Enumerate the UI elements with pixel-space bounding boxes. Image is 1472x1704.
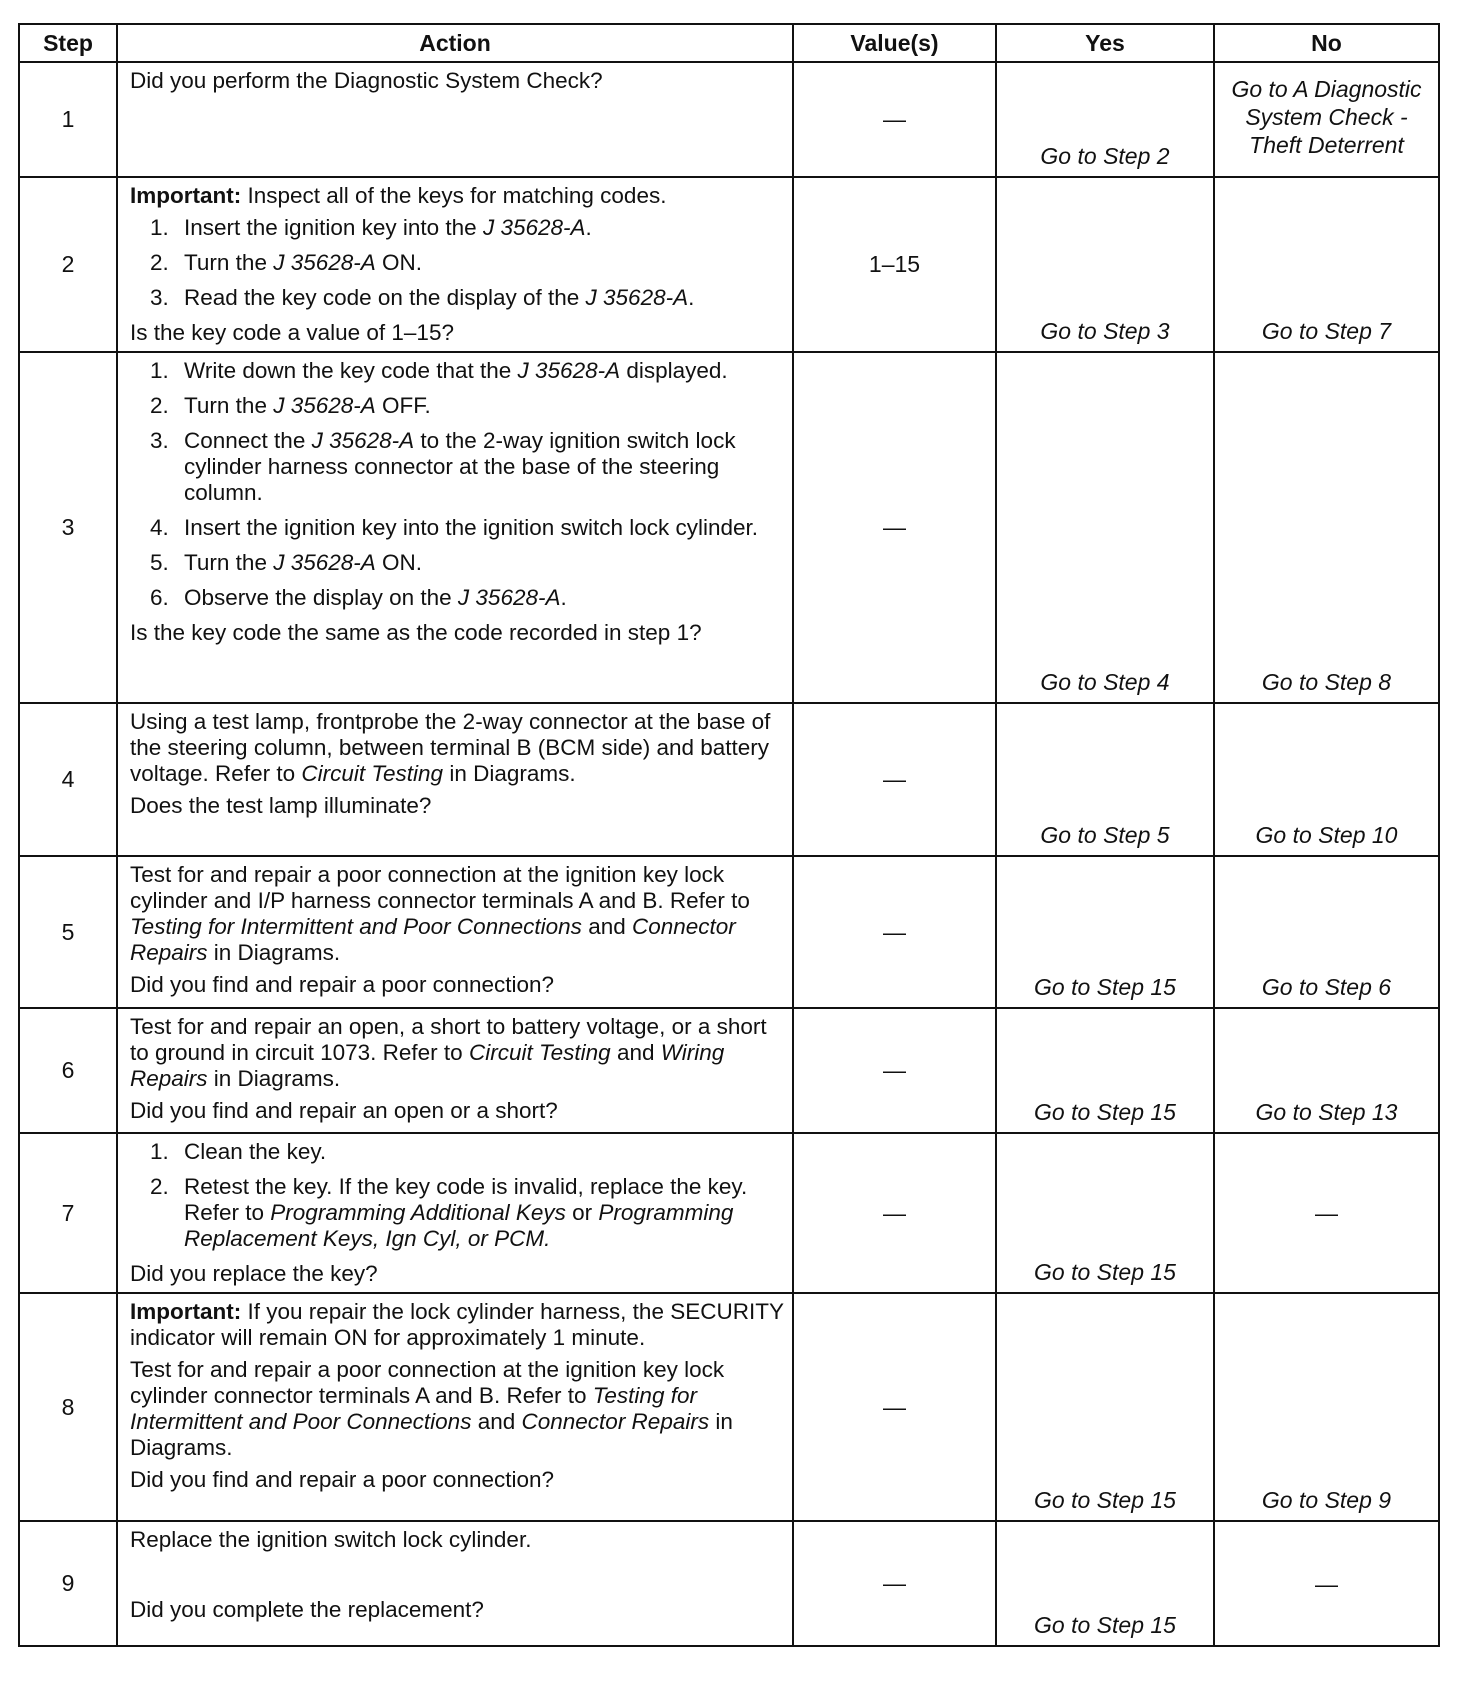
item-text: Turn the bbox=[184, 393, 274, 418]
action-question: Did you find and repair a poor connection? bbox=[130, 972, 555, 997]
action-step-item bbox=[150, 215, 784, 241]
tool-reference: J 35628-A bbox=[273, 393, 376, 418]
action-cell bbox=[117, 62, 793, 177]
step-number: 5 bbox=[19, 856, 117, 1008]
action-cell bbox=[117, 1008, 793, 1133]
step-number: 4 bbox=[19, 703, 117, 856]
header-values: Value(s) bbox=[793, 24, 996, 62]
diagnostic-table-sheet bbox=[18, 23, 1438, 1647]
action-cell bbox=[117, 352, 793, 703]
table-row-step-3 bbox=[19, 352, 1439, 703]
no-cell: Go to Step 10 bbox=[1214, 703, 1439, 856]
action-instruction bbox=[130, 862, 784, 966]
instruction-text: in Diagrams. bbox=[443, 761, 576, 786]
yes-cell: Go to Step 15 bbox=[996, 1521, 1214, 1646]
action-cell bbox=[117, 1133, 793, 1293]
diagnostic-table bbox=[18, 23, 1440, 1647]
yes-cell: Go to Step 15 bbox=[996, 1293, 1214, 1521]
action-step-item bbox=[150, 428, 784, 506]
header-action: Action bbox=[117, 24, 793, 62]
tool-reference: J 35628-A bbox=[311, 428, 415, 453]
yes-cell: Go to Step 3 bbox=[996, 177, 1214, 352]
action-question: Did you replace the key? bbox=[130, 1261, 378, 1286]
reference-title: Testing for Intermittent and Poor Connections bbox=[130, 1383, 697, 1434]
item-text: . bbox=[585, 215, 592, 240]
item-text: displayed. bbox=[620, 358, 728, 383]
value-cell: — bbox=[793, 703, 996, 856]
tool-reference: J 35628-A bbox=[457, 585, 561, 610]
item-number: 3. bbox=[150, 285, 169, 310]
no-cell: Go to Step 7 bbox=[1214, 177, 1439, 352]
instruction-text: Test for and repair a poor connection at the ignition key lock cylinder and I/P harness connector terminals A and B. Refer to bbox=[130, 862, 750, 913]
action-question: Is the key code the same as the code recorded in step 1? bbox=[130, 620, 702, 645]
item-text: OFF. bbox=[375, 393, 431, 418]
action-question: Did you perform the Diagnostic System Check? bbox=[130, 68, 603, 93]
yes-cell: Go to Step 15 bbox=[996, 1008, 1214, 1133]
reference-title: Programming Additional Keys bbox=[270, 1200, 566, 1225]
value-cell: — bbox=[793, 62, 996, 177]
action-step-item bbox=[150, 1174, 784, 1252]
item-text: ON. bbox=[375, 250, 423, 275]
header-step: Step bbox=[19, 24, 117, 62]
instruction-text: in Diagrams. bbox=[130, 1409, 733, 1460]
table-row-step-2 bbox=[19, 177, 1439, 352]
item-text: or bbox=[565, 1200, 599, 1225]
important-note bbox=[130, 1299, 784, 1351]
instruction-text: Test for and repair a poor connection at the ignition key lock cylinder connector terminals A and B. Refer to bbox=[130, 1357, 725, 1408]
tool-reference: J 35628-A bbox=[273, 550, 376, 575]
item-text: Connect the bbox=[184, 428, 312, 453]
action-step-item bbox=[150, 358, 784, 384]
yes-cell: Go to Step 5 bbox=[996, 703, 1214, 856]
no-cell: Go to Step 8 bbox=[1214, 352, 1439, 703]
action-instruction: Replace the ignition switch lock cylinder. bbox=[130, 1527, 532, 1552]
action-cell bbox=[117, 177, 793, 352]
action-instruction bbox=[130, 1014, 784, 1092]
item-text: ON. bbox=[375, 550, 423, 575]
yes-cell: Go to Step 4 bbox=[996, 352, 1214, 703]
tool-reference: J 35628-A bbox=[585, 285, 689, 310]
table-header-row bbox=[19, 24, 1439, 62]
instruction-text: and bbox=[471, 1409, 522, 1434]
no-cell: — bbox=[1214, 1133, 1439, 1293]
value-cell: 1–15 bbox=[793, 177, 996, 352]
header-no: No bbox=[1214, 24, 1439, 62]
action-step-item bbox=[150, 585, 784, 611]
value-cell: — bbox=[793, 1008, 996, 1133]
action-cell bbox=[117, 1521, 793, 1646]
value-cell: — bbox=[793, 1133, 996, 1293]
no-cell: Go to A Diagnostic System Check - Theft Deterrent bbox=[1214, 62, 1439, 177]
item-number: 5. bbox=[150, 550, 169, 575]
yes-cell: Go to Step 15 bbox=[996, 1133, 1214, 1293]
reference-title: Connector Repairs bbox=[521, 1409, 710, 1434]
action-cell bbox=[117, 856, 793, 1008]
no-cell: Go to Step 13 bbox=[1214, 1008, 1439, 1133]
item-text: Turn the bbox=[184, 550, 274, 575]
step-number: 7 bbox=[19, 1133, 117, 1293]
step-number: 2 bbox=[19, 177, 117, 352]
item-number: 2. bbox=[150, 393, 169, 418]
table-row-step-5 bbox=[19, 856, 1439, 1008]
action-question: Does the test lamp illuminate? bbox=[130, 793, 432, 818]
tool-reference: J 35628-A bbox=[273, 250, 376, 275]
item-text: Retest the key. If the key code is invalid, replace the key. Refer to bbox=[184, 1174, 748, 1225]
item-text: Write down the key code that the bbox=[184, 358, 518, 383]
item-text: . bbox=[560, 585, 567, 610]
item-number: 1. bbox=[150, 215, 169, 240]
action-question: Is the key code a value of 1–15? bbox=[130, 320, 454, 345]
item-number: 4. bbox=[150, 515, 169, 540]
item-number: 3. bbox=[150, 428, 169, 453]
item-text: Observe the display on the bbox=[184, 585, 458, 610]
item-text: Insert the ignition key into the bbox=[184, 215, 483, 240]
instruction-text: and bbox=[610, 1040, 661, 1065]
step-number: 9 bbox=[19, 1521, 117, 1646]
table-row-step-8 bbox=[19, 1293, 1439, 1521]
instruction-text: and bbox=[581, 914, 632, 939]
tool-reference: J 35628-A bbox=[517, 358, 621, 383]
step-number: 3 bbox=[19, 352, 117, 703]
action-step-item bbox=[150, 285, 784, 311]
value-cell: — bbox=[793, 1521, 996, 1646]
table-row-step-1 bbox=[19, 62, 1439, 177]
value-cell: — bbox=[793, 856, 996, 1008]
no-cell: Go to Step 9 bbox=[1214, 1293, 1439, 1521]
table-row-step-4 bbox=[19, 703, 1439, 856]
yes-cell: Go to Step 15 bbox=[996, 856, 1214, 1008]
action-instruction bbox=[130, 1357, 784, 1461]
step-number: 6 bbox=[19, 1008, 117, 1133]
item-text: to the 2-way ignition switch lock cylinder harness connector at the base of the steering column. bbox=[184, 428, 736, 505]
important-text: If you repair the lock cylinder harness, the SECURITY indicator will remain ON for approximately 1 minute. bbox=[130, 1299, 784, 1350]
yes-cell: Go to Step 2 bbox=[996, 62, 1214, 177]
table-row-step-9 bbox=[19, 1521, 1439, 1646]
item-number: 6. bbox=[150, 585, 169, 610]
reference-title: Wiring Repairs bbox=[130, 1040, 725, 1091]
item-number: 2. bbox=[150, 250, 169, 275]
step-number: 8 bbox=[19, 1293, 117, 1521]
important-text: Inspect all of the keys for matching codes. bbox=[241, 183, 667, 208]
value-cell: — bbox=[793, 352, 996, 703]
item-number: 1. bbox=[150, 1139, 169, 1164]
table-row-step-6 bbox=[19, 1008, 1439, 1133]
instruction-text: in Diagrams. bbox=[207, 940, 341, 965]
item-number: 2. bbox=[150, 1174, 169, 1199]
item-text: Insert the ignition key into the ignition switch lock cylinder. bbox=[184, 515, 759, 540]
item-text: Turn the bbox=[184, 250, 274, 275]
instruction-text: Using a test lamp, frontprobe the 2-way connector at the base of the steering column, between terminal B (BCM side) and battery voltage. Refer to bbox=[130, 709, 771, 786]
action-step-item bbox=[150, 1139, 784, 1165]
action-question: Did you complete the replacement? bbox=[130, 1597, 484, 1622]
item-number: 1. bbox=[150, 358, 169, 383]
table-row-step-7 bbox=[19, 1133, 1439, 1293]
action-step-item bbox=[150, 250, 784, 276]
important-note bbox=[130, 183, 784, 209]
item-text: . bbox=[688, 285, 695, 310]
action-question: Did you find and repair a poor connection? bbox=[130, 1467, 555, 1492]
header-yes: Yes bbox=[996, 24, 1214, 62]
no-cell: Go to Step 6 bbox=[1214, 856, 1439, 1008]
action-question: Did you find and repair an open or a short? bbox=[130, 1098, 558, 1123]
reference-title: Testing for Intermittent and Poor Connections bbox=[130, 914, 582, 939]
important-label: Important: bbox=[130, 1299, 242, 1324]
instruction-text: Test for and repair an open, a short to battery voltage, or a short to ground in circuit 1073. Refer to bbox=[130, 1014, 767, 1065]
item-text: Read the key code on the display of the bbox=[184, 285, 586, 310]
important-label: Important: bbox=[130, 183, 242, 208]
action-cell bbox=[117, 703, 793, 856]
reference-title: Programming Replacement Keys, Ign Cyl, or PCM. bbox=[184, 1200, 734, 1251]
instruction-text: in Diagrams. bbox=[207, 1066, 341, 1091]
action-instruction bbox=[130, 709, 784, 787]
reference-title: Circuit Testing bbox=[468, 1040, 611, 1065]
action-step-item bbox=[150, 393, 784, 419]
reference-title: Circuit Testing bbox=[301, 761, 444, 786]
action-cell bbox=[117, 1293, 793, 1521]
tool-reference: J 35628-A bbox=[482, 215, 586, 240]
step-number: 1 bbox=[19, 62, 117, 177]
no-cell: — bbox=[1214, 1521, 1439, 1646]
value-cell: — bbox=[793, 1293, 996, 1521]
action-step-item bbox=[150, 515, 784, 541]
reference-title: Connector Repairs bbox=[130, 914, 736, 965]
action-step-item bbox=[150, 550, 784, 576]
item-text: Clean the key. bbox=[184, 1139, 327, 1164]
